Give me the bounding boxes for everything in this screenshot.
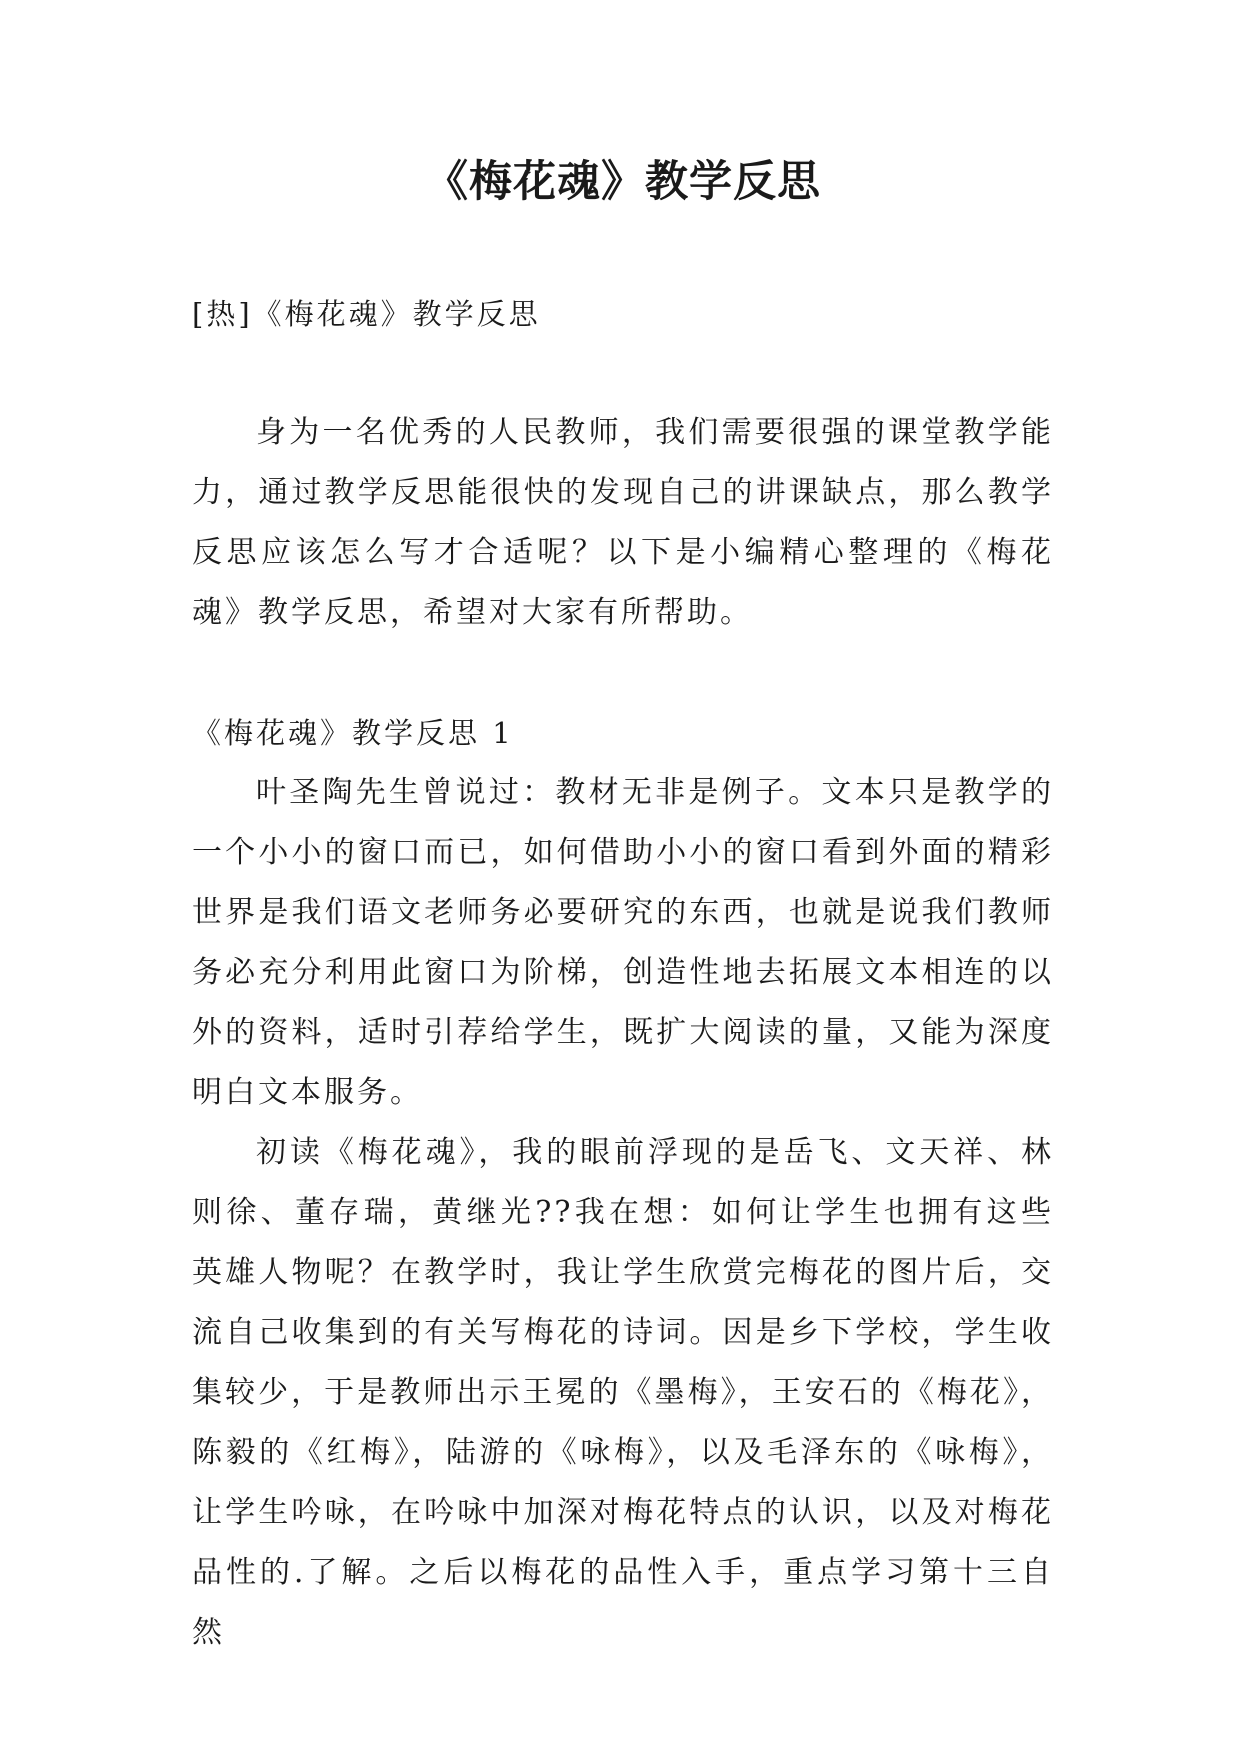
- section-heading: 《梅花魂》教学反思 1: [192, 716, 514, 750]
- document-title: 《梅花魂》教学反思: [425, 157, 821, 207]
- document-subtitle: [热]《梅花魂》教学反思: [192, 297, 541, 331]
- body-paragraph-1: 叶圣陶先生曾说过：教材无非是例子。文本只是教学的一个小小的窗口而已，如何借助小小的窗口看到外面的精彩世界是我们语文老师务必要研究的东西，也就是说我们教师务必充分利用此窗口为阶梯，创造性地去拓展文本相连的以外的资料，适时引荐给学生，既扩大阅读的量，又能为深度明白文本服务。: [192, 775, 1054, 1110]
- intro-paragraph: 身为一名优秀的人民教师，我们需要很强的课堂教学能力，通过教学反思能很快的发现自己的讲课缺点，那么教学反思应该怎么写才合适呢？以下是小编精心整理的《梅花魂》教学反思，希望对大家有所帮助。: [192, 415, 1054, 630]
- body-paragraph-2: 初读《梅花魂》，我的眼前浮现的是岳飞、文天祥、林则徐、董存瑞，黄继光??我在想：如何让学生也拥有这些英雄人物呢？在教学时，我让学生欣赏完梅花的图片后，交流自己收集到的有关写梅花的诗词。因是乡下学校，学生收集较少，于是教师出示王冕的《墨梅》，王安石的《梅花》，陈毅的《红梅》，陆游的《咏梅》，以及毛泽东的《咏梅》，让学生吟咏，在吟咏中加深对梅花特点的认识，以及对梅花品性的.了解。之后以梅花的品性入手，重点学习第十三自然: [192, 1135, 1054, 1650]
